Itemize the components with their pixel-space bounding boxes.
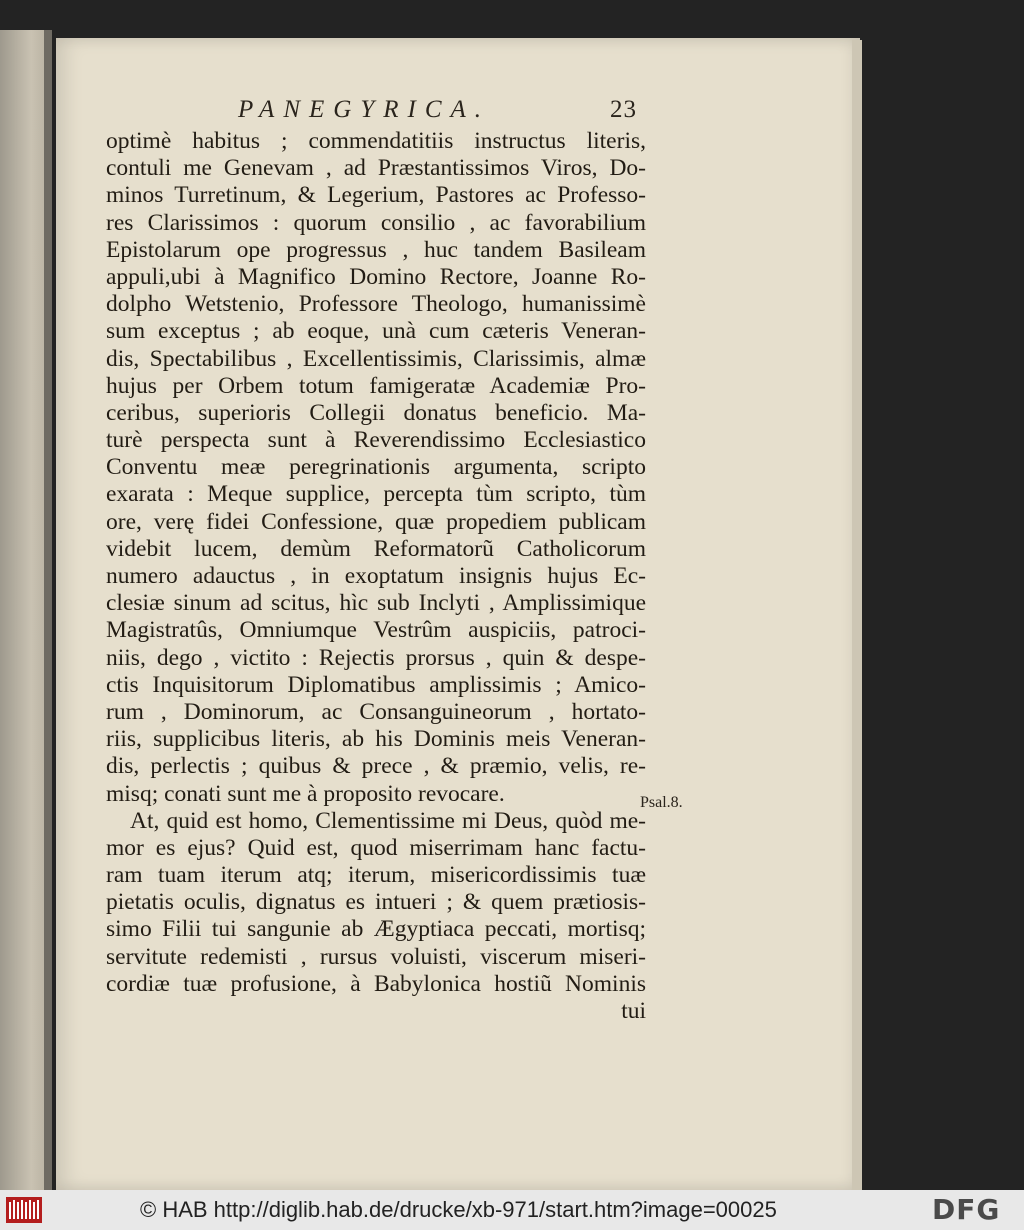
hab-logo-icon: [6, 1197, 42, 1223]
body-text: [106, 128, 646, 1025]
footer-credit-link[interactable]: © HAB http://diglib.hab.de/drucke/xb-971/start.htm?image=00025: [140, 1197, 777, 1222]
text-line: appuli,ubi à Magnifico Domino Rectore, Joanne Ro-: [106, 263, 646, 290]
text-line: Conventu meæ peregrinationis argumenta, scripto: [106, 454, 646, 481]
text-line: cordiæ tuæ profusione, à Babylonica hostiũ Nominis: [106, 970, 646, 997]
text-line: pietatis oculis, dignatus es intueri ; & quem prætiosis-: [106, 889, 646, 916]
text-line: Epistolarum ope progressus , huc tandem Basileam: [106, 236, 646, 263]
text-line: rum , Dominorum, ac Consanguineorum , hortato-: [106, 698, 646, 725]
text-line: contuli me Genevam , ad Præstantissimos Viros, Do-: [106, 155, 646, 182]
text-line: optimè habitus ; commendatitiis instructus literis,: [106, 128, 646, 154]
text-line: dis, Spectabilibus , Excellentissimis, Clarissimis, almæ: [106, 345, 646, 372]
text-line: res Clarissimos : quorum consilio , ac favorabilium: [106, 209, 646, 236]
text-line: riis, supplicibus literis, ab his Dominis meis Veneran-: [106, 726, 646, 753]
page-fore-edge: [852, 40, 862, 1190]
text-line: ore, verę fidei Confessione, quæ propediem publicam: [106, 508, 646, 535]
text-line: dis, perlectis ; quibus & prece , & præmio, velis, re-: [106, 753, 646, 780]
text-line: sum exceptus ; ab eoque, unà cum cæteris Veneran-: [106, 318, 646, 345]
text-line: ram tuam iterum atq; iterum, misericordissimis tuæ: [106, 862, 646, 889]
text-line: simo Filii tui sangunie ab Ægyptiaca peccati, mortisq;: [106, 916, 646, 943]
text-line: videbit lucem, demùm Reformatorũ Catholicorum: [106, 535, 646, 562]
text-line: At, quid est homo, Clementissime mi Deus, quòd me-: [130, 807, 646, 834]
text-line: servitute redemisti , rursus voluisti, viscerum miseri-: [106, 943, 646, 970]
text-line: exarata : Meque supplice, percepta tùm scripto, tùm: [106, 481, 646, 508]
text-line: numero adauctus , in exoptatum insignis hujus Ec-: [106, 563, 646, 589]
text-line: turè perspecta sunt à Reverendissimo Ecclesiastico: [106, 427, 646, 454]
text-line: niis, dego , victito : Rejectis prorsus , quin & despe-: [106, 644, 646, 671]
text-line: ctis Inquisitorum Diplomatibus amplissimis ; Amico-: [106, 671, 646, 698]
text-line: minos Turretinum, & Legerium, Pastores ac Professo-: [106, 182, 646, 209]
running-head-title: PANEGYRICA.: [238, 96, 491, 123]
text-line: ceribus, superioris Collegii donatus beneficio. Ma-: [106, 399, 646, 426]
text-line: mor es ejus? Quid est, quod miserrimam hanc factu-: [106, 834, 646, 861]
footer-bar: [0, 1190, 1024, 1230]
text-line: dolpho Wetstenio, Professore Theologo, humanissimè: [106, 291, 646, 318]
text-line: Magistratûs, Omniumque Vestrûm auspiciis, patroci-: [106, 617, 646, 644]
text-line: tui: [621, 998, 646, 1024]
text-line: clesiæ sinum ad scitus, hìc sub Inclyti , Amplissimique: [106, 590, 646, 617]
text-line: hujus per Orbem totum famigeratæ Academiæ Pro-: [106, 372, 646, 399]
text-line: misq; conati sunt me à proposito revocare.: [106, 780, 505, 807]
page-number: 23: [610, 96, 637, 123]
dfg-logo: DFG: [932, 1193, 1001, 1226]
marginal-note: Psal.8.: [640, 794, 683, 811]
running-head: [238, 96, 658, 132]
binding-gutter: [44, 30, 52, 1190]
